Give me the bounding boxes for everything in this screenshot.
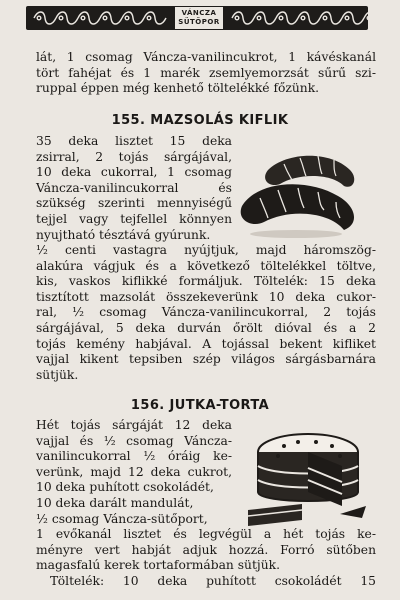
text-line: ½ centi vastagra nyújtjuk, majd háromszög- (36, 243, 376, 257)
text-line: 10 deka darált mandulát, (36, 495, 194, 510)
recipe-156-intro (36, 418, 232, 527)
text-line: szükség szerinti mennyiségű (36, 196, 232, 211)
intro-paragraph (36, 50, 376, 97)
header-ornament (26, 6, 368, 30)
text-line: kis, vaskos kiflikké formáljuk. Töltelék: 15 deka (36, 274, 376, 289)
text-line: ményre vert habját adjuk hozzá. Forró sütőben (36, 542, 376, 557)
text-line: 1 evőkanál lisztet és legvégül a hét tojás ke- (36, 527, 376, 541)
text-line: 10 deka puhított csokoládét, (36, 480, 214, 495)
recipe-155-title: 155. MAZSOLÁS KIFLIK (111, 113, 289, 128)
brand-product: SÜTŐPOR (178, 18, 220, 26)
text-line: nyujtható tésztává gyúrunk. (36, 227, 211, 242)
text-line: ral, ½ csomag Váncza-vanilincukorral, 2 tojás (36, 305, 376, 320)
text-line: tört fahéjat és 1 marék zsemlyemorzsát sűrű szi- (36, 65, 376, 80)
recipe-156-body (36, 527, 376, 589)
text-line: ruppal éppen még kenhető töltelékké főzünk. (36, 81, 320, 96)
text-line: vajjal és ½ csomag Váncza- (36, 433, 232, 448)
text-line: verünk, majd 12 deka cukrot, (36, 464, 232, 479)
text-line: tejjel vagy tejfellel könnyen (36, 211, 232, 226)
text-line: vajjal kikent tepsiben szép világos sárgásbarnára (36, 352, 376, 367)
text-line: tojás kemény habjával. A tojással bekent kifliket (36, 336, 376, 351)
recipe-155-intro (36, 134, 232, 243)
text-line: 10 deka cukorral, 1 csomag (36, 165, 232, 180)
text-line: sárgájával, 5 deka durván őrölt dióval és a 2 (36, 320, 376, 335)
text-line: lát, 1 csomag Váncza-vanilincukrot, 1 kávéskanál (36, 50, 376, 64)
brand-logo (174, 6, 224, 30)
text-line: vanilincukorral ½ óráig ke- (36, 449, 232, 464)
text-line: Váncza-vanilincukorral és (36, 180, 232, 195)
text-line: Hét tojás sárgáját 12 deka (36, 418, 232, 432)
crescent-rolls-illustration-icon (238, 144, 368, 244)
text-line: magasfalú kerek tortaformában sütjük. (36, 558, 281, 573)
text-line: ½ csomag Váncza-sütőport, (36, 511, 208, 526)
brand-name: VÁNCZA (181, 9, 217, 17)
recipe-155-body (36, 243, 376, 383)
layer-cake-illustration-icon (244, 422, 368, 528)
text-line: tisztított mazsolát összekeverünk 10 deka cukor- (36, 289, 376, 304)
text-line: zsirral, 2 tojás sárgájával, (36, 149, 232, 164)
text-line: alakúra vágjuk és a következő töltelékkel töltve, (36, 258, 376, 273)
text-line: sütjük. (36, 367, 79, 382)
recipe-156-title: 156. JUTKA-TORTA (130, 398, 270, 413)
text-line: 35 deka lisztet 15 deka (36, 134, 232, 148)
text-line: Töltelék: 10 deka puhított csokoládét 15 (50, 573, 376, 588)
